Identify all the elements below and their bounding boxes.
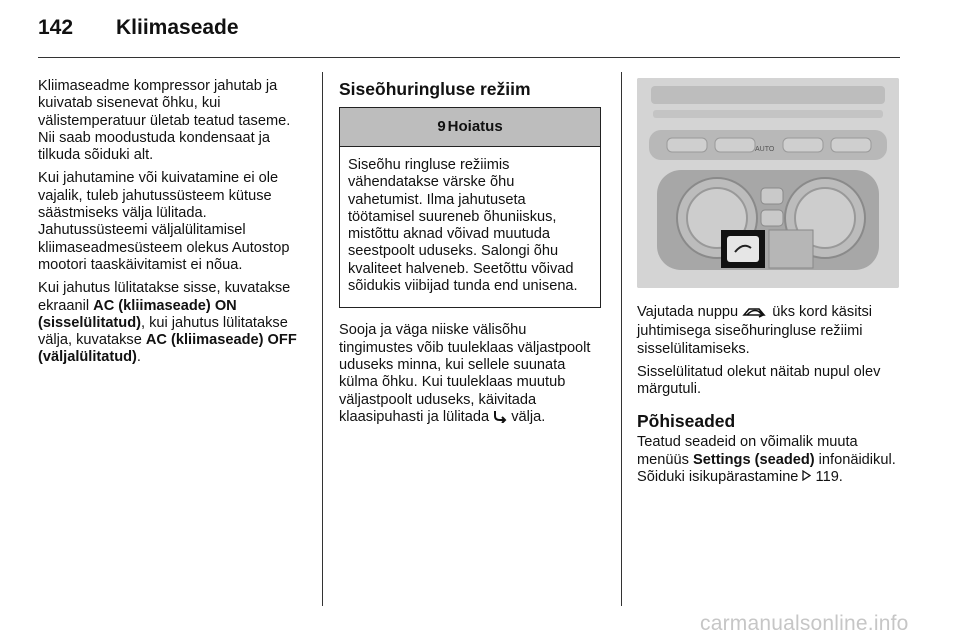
paragraph-cooling-off: Kui jahutamine või kuivatamine ei ole vajalik, tuleb jahutussüsteem kütuse säästmiseks välja lülitada. Jahutussüsteemi väljalülitamisel kliimaseadmesüsteem olekus Autostop mootori taaskäivitamist ei nõua. <box>38 170 290 273</box>
ac-on-label: AC (kliimaseade) ON (sisselülitatud) <box>38 297 237 331</box>
wiper-icon <box>493 410 507 428</box>
settings-label: Settings (seaded) <box>692 451 815 468</box>
warning-title: Hoiatus <box>447 118 503 136</box>
photo-auto-label: AUTO <box>755 146 775 153</box>
paragraph-compressor: Kliimaseadme kompressor jahutab ja kuivatab sisenevat õhku, kui välistemperatuur ületab teatud taseme. Nii saab moodustuda kondensaat ja tilkuda sõiduki alt. <box>38 78 291 164</box>
paragraph-press-button: Vajutada nuppu üks kord käsitsi juhtimisega siseõhuringluse režiimi sisselülitamiseks. <box>637 304 873 357</box>
column-divider-right <box>621 72 622 606</box>
page-number: 142 <box>38 16 74 39</box>
column-middle <box>339 78 601 434</box>
column-divider-left <box>322 72 323 606</box>
warning-text: Siseõhu ringluse režiimis vähendatakse värske õhu vahetumist. Ilma jahutuseta töötamisel suureneb õhuniiskus, mistõttu aknad võivad muutuda seestpoolt uduseks. Salongi õhu kvaliteet halveneb. Seetõttu võivad sõidukis viibijad tunda end unisena. <box>348 157 578 295</box>
paragraph-ac-display: Kui jahutus lülitatakse sisse, kuvatakse ekraanil AC (kliimaseade) ON (sisselülitatud), kui jahutus lülitatakse välja, kuvatakse AC (kliimaseade) OFF (väljalülitatud). <box>38 280 297 366</box>
header-divider <box>38 57 900 58</box>
page-header <box>38 16 239 50</box>
paragraph-indicator: Sisselülitatud olekut näitab nupul olev märgutuli. <box>637 363 881 398</box>
section-heading-recirculation: Siseõhuringluse režiim <box>339 79 531 99</box>
warning-box <box>339 107 601 308</box>
ac-off-label: AC (kliimaseade) OFF (väljalülitatud) <box>38 332 297 366</box>
column-left <box>38 78 310 373</box>
watermark: carmanualsonline.info <box>700 612 909 635</box>
paragraph-windshield: Sooja ja väga niiske välisõhu tingimustes võib tuuleklaas väljastpoolt uduseks minna, kui sellele suunata külma õhku. Kui tuuleklaas muutub väljastpoolt uduseks, käivitada klaasipuhasti ja lülitada välja. <box>339 322 601 428</box>
paragraph-settings: Teatud seadeid on võimalik muuta menüüs Settings (seaded) infonäidikul. Sõiduki isikupärastamine 119. <box>637 434 896 486</box>
warning-icon: 9 <box>437 118 446 136</box>
section-heading-basic-settings: Põhiseaded <box>637 411 736 432</box>
climate-control-panel-photo <box>637 78 899 288</box>
warning-header <box>340 108 600 147</box>
column-right <box>637 78 907 492</box>
chapter-title: Kliimaseade <box>116 16 239 39</box>
recirculation-icon <box>742 305 768 323</box>
